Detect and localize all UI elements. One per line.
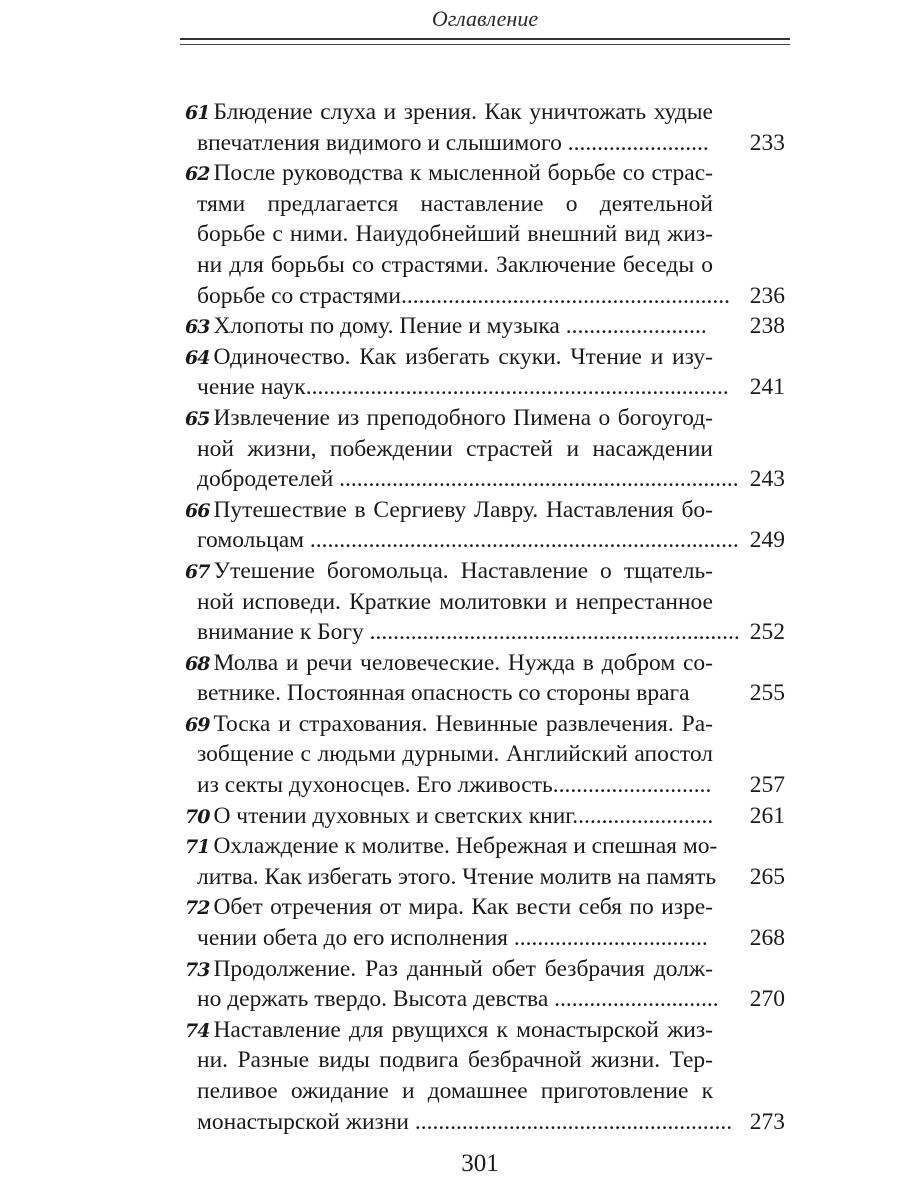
toc-entry-text: О чтении духовных и светских книг........................ xyxy=(213,802,714,829)
toc-entry-line xyxy=(185,128,790,159)
toc-entry-text: но держать твердо. Высота девства ............................ xyxy=(197,986,719,1013)
toc-entry[interactable] xyxy=(185,892,790,953)
toc-entry-text: ни. Разные виды подвига безбрачной жизни. Тер- xyxy=(197,1047,713,1074)
chapter-number: 63 xyxy=(185,316,210,339)
toc-entry[interactable] xyxy=(185,342,790,403)
toc-entry-line xyxy=(185,281,790,312)
toc-entry-line xyxy=(185,617,790,648)
toc-entry-line xyxy=(185,495,790,526)
table-of-contents xyxy=(185,97,790,1137)
toc-entry-line xyxy=(185,403,790,434)
toc-entry-text: Путешествие в Сергиеву Лавру. Наставления бо- xyxy=(213,496,713,523)
toc-entry-text: Извлечение из преподобного Пимена о богоугод- xyxy=(213,404,713,431)
toc-entry-line xyxy=(185,342,790,373)
toc-page-number: 265 xyxy=(749,863,785,890)
toc-entry-line xyxy=(185,1015,790,1046)
chapter-number: 70 xyxy=(185,805,210,828)
header-rule-thin xyxy=(180,44,790,45)
toc-entry-line xyxy=(185,954,790,985)
toc-entry-line xyxy=(185,831,790,862)
toc-entry-line xyxy=(185,801,790,832)
toc-entry-line xyxy=(185,311,790,342)
toc-page-number: 261 xyxy=(749,802,785,829)
toc-entry-text: чении обета до его исполнения ................................. xyxy=(197,925,708,952)
toc-entry-text: пеливое ожидание и домашнее приготовление к xyxy=(197,1078,713,1104)
toc-page-number: 257 xyxy=(749,772,785,799)
toc-entry[interactable] xyxy=(185,403,790,495)
toc-entry-line xyxy=(185,464,790,495)
toc-entry-text: Молва и речи человеческие. Нужда в добром со- xyxy=(213,649,713,676)
toc-entry[interactable] xyxy=(185,311,790,342)
chapter-number: 62 xyxy=(185,163,210,186)
toc-entry-line xyxy=(185,587,790,618)
toc-entry-text: Охлаждение к молитве. Небрежная и спешная мо- xyxy=(213,833,718,860)
toc-entry-line xyxy=(185,709,790,740)
toc-page-number: 268 xyxy=(749,925,785,952)
toc-entry[interactable] xyxy=(185,158,790,311)
toc-page-number: 241 xyxy=(749,374,785,401)
chapter-number: 66 xyxy=(185,499,210,522)
toc-entry-text: литва. Как избегать этого. Чтение молитв на память xyxy=(197,863,717,890)
toc-entry-text: Продолжение. Раз данный обет безбрачия долж- xyxy=(213,955,713,982)
toc-entry-text: Тоска и страхования. Невинные развлечения. Ра- xyxy=(213,710,713,737)
toc-entry-text: борьбе с ними. Наиудобнейший внешний вид жиз- xyxy=(197,221,713,248)
toc-entry-text: ветнике. Постоянная опасность со стороны врага xyxy=(197,680,690,707)
toc-entry-text: Хлопоты по дому. Пение и музыка ........................ xyxy=(213,313,707,340)
toc-page-number: 255 xyxy=(749,680,785,707)
toc-entry-line xyxy=(185,525,790,556)
chapter-number: 71 xyxy=(185,836,210,859)
toc-page-number: 249 xyxy=(749,527,785,554)
toc-entry[interactable] xyxy=(185,648,790,709)
toc-entry-line xyxy=(185,372,790,403)
toc-page-number: 238 xyxy=(749,313,785,340)
chapter-number: 68 xyxy=(185,652,210,675)
toc-entry-line xyxy=(185,892,790,923)
toc-entry-line xyxy=(185,678,790,709)
toc-entry[interactable] xyxy=(185,97,790,158)
page-number: 301 xyxy=(461,1150,499,1177)
toc-entry-line xyxy=(185,739,790,770)
toc-entry-text: ной исповеди. Краткие молитовки и непрестанное xyxy=(197,588,713,615)
toc-entry-text: тями предлагается наставление о деятельной xyxy=(197,190,713,217)
toc-entry-text: Блюдение слуха и зрения. Как уничтожать худые xyxy=(213,99,713,125)
toc-entry-line xyxy=(185,1045,790,1076)
toc-entry-text: чение наук........................................................................ xyxy=(197,374,729,401)
toc-entry[interactable] xyxy=(185,801,790,832)
toc-entry[interactable] xyxy=(185,1015,790,1137)
toc-entry-line xyxy=(185,556,790,587)
toc-entry-text: впечатления видимого и слышимого ........................ xyxy=(197,129,709,156)
toc-entry-line xyxy=(185,1107,790,1138)
toc-entry-line xyxy=(185,219,790,250)
toc-entry-line xyxy=(185,770,790,801)
toc-entry[interactable] xyxy=(185,954,790,1015)
chapter-number: 74 xyxy=(185,1019,210,1042)
toc-entry-text: внимание к Богу ............................................................... xyxy=(197,619,740,646)
toc-entry-line xyxy=(185,189,790,220)
toc-entry-text: гомольцам ......................................................................... xyxy=(197,527,739,554)
toc-entry-line xyxy=(185,158,790,189)
chapter-number: 61 xyxy=(185,102,210,124)
toc-entry-text: монастырской жизни ...................................................... xyxy=(197,1108,733,1135)
toc-entry-text: Обет отречения от мира. Как вести себя по изре- xyxy=(213,894,713,921)
toc-entry-text: После руководства к мысленной борьбе со страс- xyxy=(213,160,713,187)
toc-entry[interactable] xyxy=(185,495,790,556)
toc-page-number: 273 xyxy=(749,1108,785,1135)
chapter-number: 67 xyxy=(185,560,210,583)
toc-entry-line xyxy=(185,434,790,465)
chapter-number: 65 xyxy=(185,407,210,430)
chapter-number: 64 xyxy=(185,346,210,369)
toc-entry-text: Одиночество. Как избегать скуки. Чтение и изу- xyxy=(213,343,713,370)
toc-entry-text: ной жизни, побеждении страстей и насаждении xyxy=(197,435,713,462)
toc-entry-line xyxy=(185,862,790,893)
toc-entry-text: зобщение с людьми дурными. Английский апостол xyxy=(197,741,713,768)
toc-entry-line xyxy=(185,1076,790,1107)
chapter-number: 73 xyxy=(185,958,210,981)
toc-entry-text: борьбе со страстями........................................................ xyxy=(197,282,730,309)
toc-entry-text: Наставление для рвущихся к монастырской жиз- xyxy=(213,1016,713,1043)
toc-page-number: 270 xyxy=(749,986,785,1013)
toc-page-number: 236 xyxy=(749,282,785,309)
toc-page-number: 252 xyxy=(749,619,785,646)
chapter-number: 72 xyxy=(185,897,210,920)
header-rule-thick xyxy=(180,38,790,40)
toc-page-number: 233 xyxy=(749,129,785,156)
toc-entry-text: из секты духоносцев. Его лживость........................... xyxy=(197,772,712,799)
toc-entry-line xyxy=(185,923,790,954)
toc-entry-line xyxy=(185,984,790,1015)
chapter-number: 69 xyxy=(185,713,210,736)
toc-entry[interactable] xyxy=(185,709,790,801)
running-header: Оглавление xyxy=(431,6,539,31)
toc-entry[interactable] xyxy=(185,556,790,648)
toc-entry-line xyxy=(185,97,790,128)
toc-entry-text: Утешение богомольца. Наставление о тщатель- xyxy=(213,557,713,584)
toc-entry[interactable] xyxy=(185,831,790,892)
toc-entry-text: добродетелей .................................................................... xyxy=(197,466,739,493)
toc-entry-line xyxy=(185,648,790,679)
toc-entry-text: ни для борьбы со страстями. Заключение беседы о xyxy=(197,251,713,278)
toc-page-number: 243 xyxy=(749,466,785,493)
toc-entry-line xyxy=(185,250,790,281)
